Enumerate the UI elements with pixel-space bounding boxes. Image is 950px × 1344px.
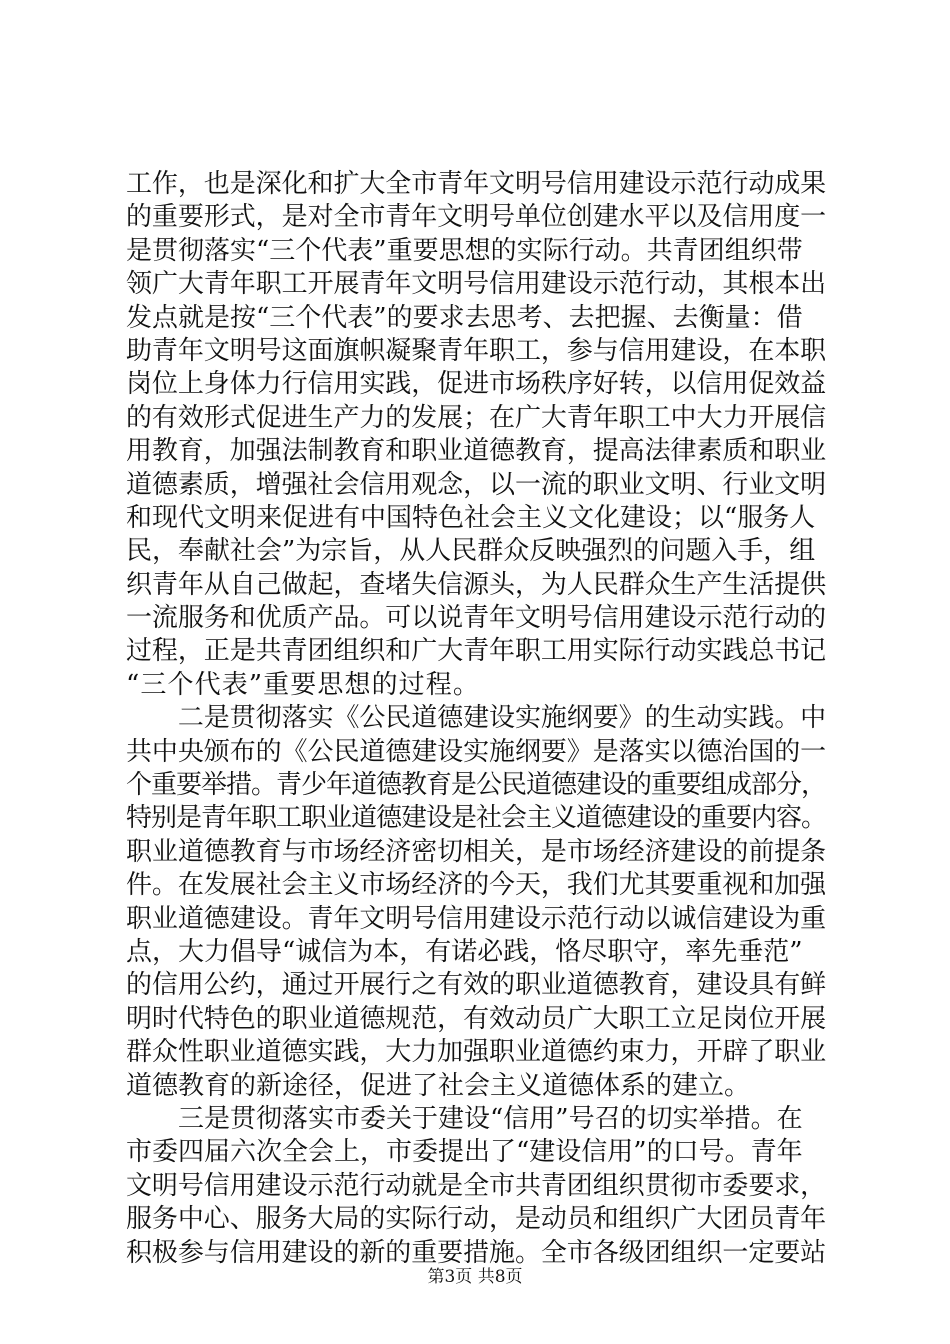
text-line: 职业道德教育与市场经济密切相关，是市场经济建设的前提条 xyxy=(126,836,827,867)
page-footer: 第3页 共8页 xyxy=(427,1267,523,1287)
text-line: “三个代表”重要思想的过程。 xyxy=(126,669,480,700)
text-line: 明时代特色的职业道德规范，有效动员广大职工立足岗位开展 xyxy=(126,1003,827,1034)
text-line: 积极参与信用建设的新的重要措施。全市各级团组织一定要站 xyxy=(126,1237,827,1268)
body-text xyxy=(126,168,826,1270)
text-line: 件。在发展社会主义市场经济的今天，我们尤其要重视和加强 xyxy=(126,870,827,901)
text-line: 一流服务和优质产品。可以说青年文明号信用建设示范行动的 xyxy=(126,603,827,634)
text-line: 道德素质，增强社会信用观念，以一流的职业文明、行业文明 xyxy=(126,469,827,500)
text-line: 领广大青年职工开展青年文明号信用建设示范行动，其根本出 xyxy=(126,269,827,300)
text-line: 民，奉献社会”为宗旨，从人民群众反映强烈的问题入手，组 xyxy=(126,536,816,567)
text-line: 点，大力倡导“诚信为本，有诺必践，恪尽职守，率先垂范” xyxy=(126,936,803,967)
text-line: 职业道德建设。青年文明号信用建设示范行动以诚信建设为重 xyxy=(126,903,827,934)
text-line: 市委四届六次全会上，市委提出了“建设信用”的口号。青年 xyxy=(126,1137,803,1168)
text-line: 和现代文明来促进有中国特色社会主义文化建设；以“服务人 xyxy=(126,502,816,533)
text-line: 二是贯彻落实《公民道德建设实施纲要》的生动实践。中 xyxy=(126,703,827,734)
text-line: 群众性职业道德实践，大力加强职业道德约束力，开辟了职业 xyxy=(126,1037,827,1068)
text-line: 的有效形式促进生产力的发展；在广大青年职工中大力开展信 xyxy=(126,402,827,433)
text-line: 助青年文明号这面旗帜凝聚青年职工，参与信用建设，在本职 xyxy=(126,335,827,366)
text-line: 的重要形式，是对全市青年文明号单位创建水平以及信用度一 xyxy=(126,202,827,233)
text-line: 三是贯彻落实市委关于建设“信用”号召的切实举措。在 xyxy=(126,1103,803,1134)
text-line: 工作，也是深化和扩大全市青年文明号信用建设示范行动成果 xyxy=(126,169,827,199)
text-line: 岗位上身体力行信用实践，促进市场秩序好转，以信用促效益 xyxy=(126,369,827,400)
text-line: 道德教育的新途径，促进了社会主义道德体系的建立。 xyxy=(126,1070,751,1101)
text-line: 特别是青年职工职业道德建设是社会主义道德建设的重要内容。 xyxy=(126,803,827,834)
text-line: 用教育，加强法制教育和职业道德教育，提高法律素质和职业 xyxy=(126,436,827,467)
text-line: 织青年从自己做起，查堵失信源头，为人民群众生产生活提供 xyxy=(126,569,827,600)
text-line: 服务中心、服务大局的实际行动，是动员和组织广大团员青年 xyxy=(126,1204,827,1235)
text-line: 过程，正是共青团组织和广大青年职工用实际行动实践总书记 xyxy=(126,636,827,667)
text-line: 个重要举措。青少年道德教育是公民道德建设的重要组成部分， xyxy=(126,770,827,801)
text-line: 共中央颁布的《公民道德建设实施纲要》是落实以德治国的一 xyxy=(126,736,827,767)
text-line: 发点就是按“三个代表”的要求去思考、去把握、去衡量：借 xyxy=(126,302,803,333)
text-line: 的信用公约，通过开展行之有效的职业道德教育，建设具有鲜 xyxy=(126,970,827,1001)
text-line: 文明号信用建设示范行动就是全市共青团组织贯彻市委要求， xyxy=(126,1170,827,1201)
text-line: 是贯彻落实“三个代表”重要思想的实际行动。共青团组织带 xyxy=(126,235,803,266)
